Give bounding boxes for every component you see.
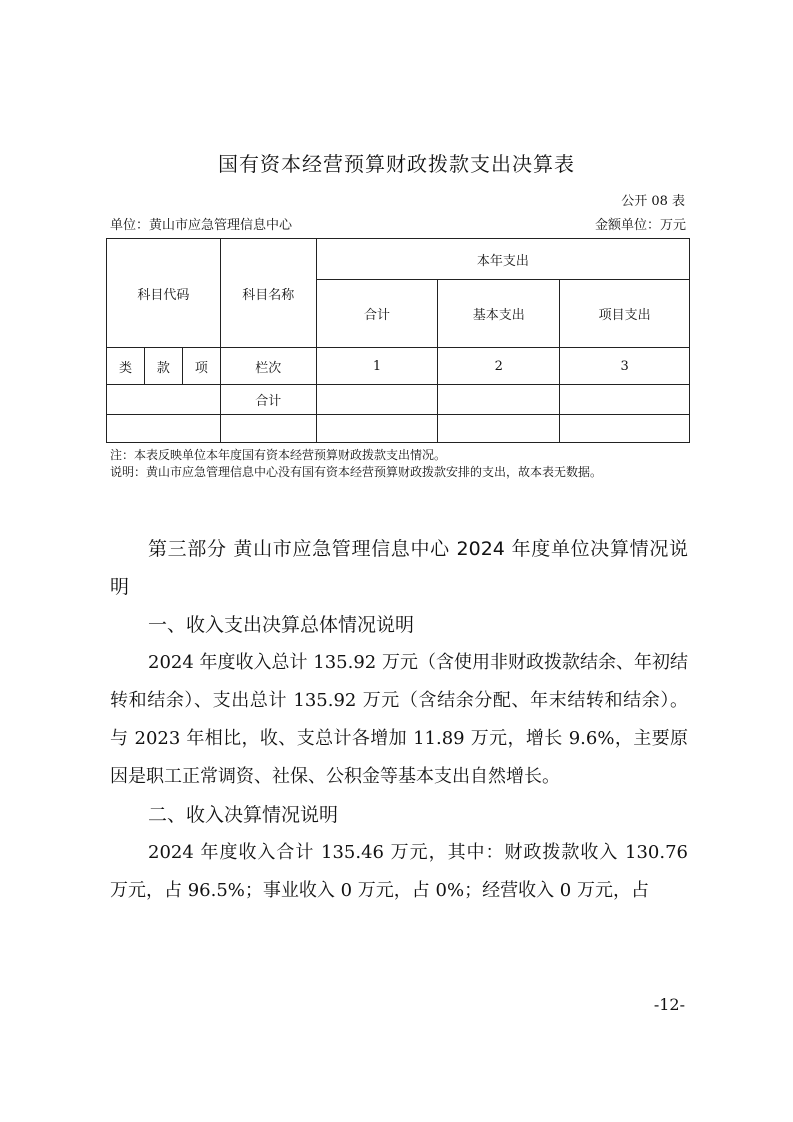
total-row-basic [438, 385, 560, 415]
heading-income-details: 二、收入决算情况说明 [148, 804, 339, 826]
unit-label: 单位：黄山市应急管理信息中心 [110, 218, 293, 233]
sub-header-xiang: 项 [182, 348, 220, 385]
header-basic-expenditure: 基本支出 [438, 280, 560, 348]
unit-row [110, 214, 686, 233]
part-title: 第三部分 黄山市应急管理信息中心 2024 年度单位决算情况说明 [110, 538, 688, 598]
column-index-2: 2 [438, 348, 560, 385]
table-row-total [107, 385, 690, 415]
page-title: 国有资本经营预算财政拨款支出决算表 [218, 152, 575, 176]
column-index-3: 3 [560, 348, 690, 385]
header-current-year: 本年支出 [316, 239, 689, 280]
note-scope: 注：本表反映单位本年度国有资本经营预算财政拨款支出情况。 [110, 448, 447, 462]
empty-row-total [316, 415, 438, 443]
form-number: 公开 08 表 [621, 194, 685, 209]
header-total: 合计 [316, 280, 438, 348]
row-index-label: 栏次 [220, 348, 316, 385]
paragraph-overview: 2024 年度收入总计 135.92 万元（含使用非财政拨款结余、年初结转和结余）、支出总计 135.92 万元（含结余分配、年末结转和结余）。与 2023 年相比，收、支总计各增加 11.89 万元，增长 9.6%，主要原因是职工正常调资、社保、公积金等基本支出自然增长。 [110, 652, 688, 787]
total-row-label: 合计 [220, 385, 316, 415]
page-number: -12- [653, 995, 685, 1014]
header-project-expenditure: 项目支出 [560, 280, 690, 348]
empty-row-code [107, 415, 221, 443]
budget-table [106, 238, 690, 443]
total-row-code [107, 385, 221, 415]
heading-income-expenditure-overview: 一、收入支出决算总体情况说明 [148, 614, 415, 636]
table-row-empty [107, 415, 690, 443]
header-subject-name: 科目名称 [220, 239, 316, 348]
amount-unit-label: 金额单位：万元 [594, 218, 686, 233]
paragraph-income: 2024 年度收入合计 135.46 万元，其中：财政拨款收入 130.76 万元，占 96.5%；事业收入 0 万元，占 0%；经营收入 0 万元，占 [110, 842, 688, 901]
sub-header-lei: 类 [107, 348, 145, 385]
table-notes [110, 447, 602, 481]
sub-header-kuan: 款 [144, 348, 182, 385]
note-no-data: 说明：黄山市应急管理信息中心没有国有资本经营预算财政拨款安排的支出，故本表无数据。 [110, 465, 603, 479]
section-body [110, 530, 688, 910]
column-index-1: 1 [316, 348, 438, 385]
header-subject-code: 科目代码 [107, 239, 221, 348]
empty-row-name [220, 415, 316, 443]
table-row-index [107, 348, 690, 385]
total-row-project [560, 385, 690, 415]
empty-row-basic [438, 415, 560, 443]
empty-row-project [560, 415, 690, 443]
total-row-total [316, 385, 438, 415]
